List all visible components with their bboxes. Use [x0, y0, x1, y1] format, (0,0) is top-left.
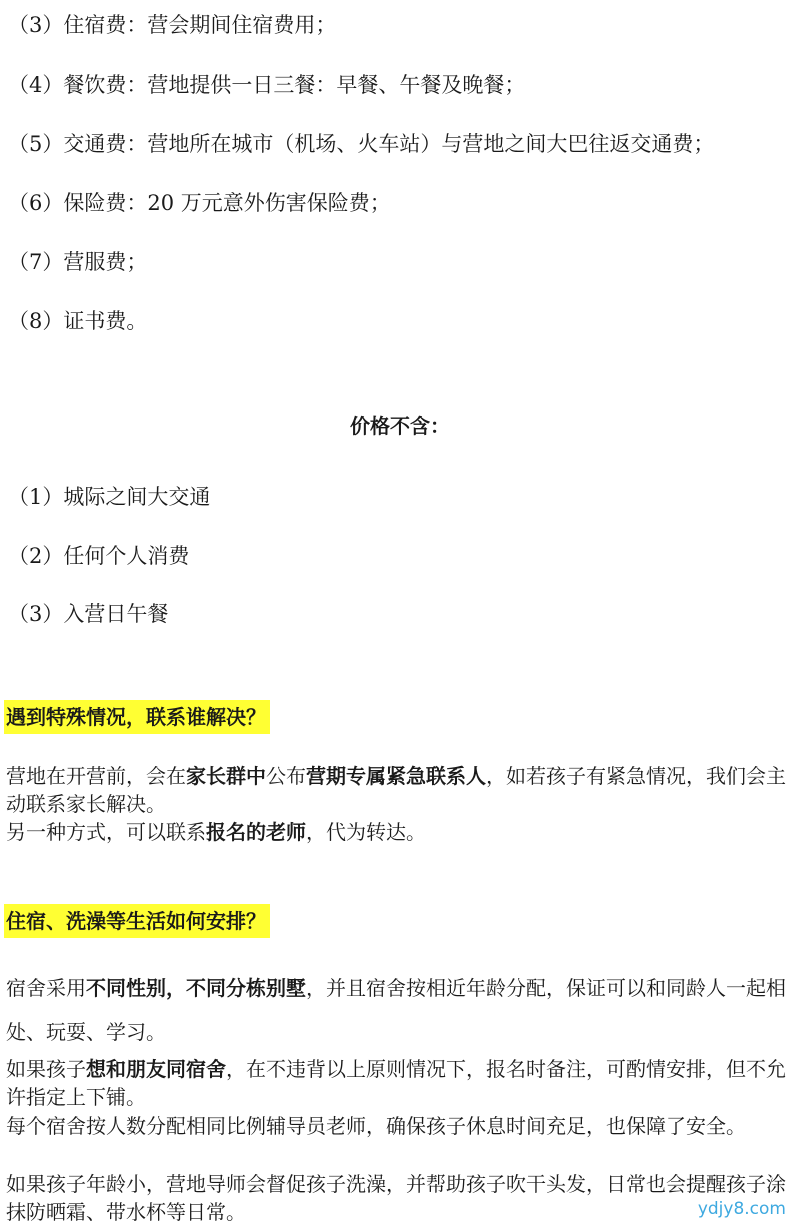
contact-heading: 遇到特殊情况，联系谁解决？ [4, 700, 270, 734]
site-watermark: ydjy8.com [697, 1199, 786, 1219]
contact-paragraph-2: 另一种方式，可以联系报名的老师，代为转达。 [6, 820, 426, 844]
excluded-item-transport: （1）城际之间大交通 [8, 485, 211, 509]
fee-item-insurance: （6）保险费：20 万元意外伤害保险费； [8, 191, 391, 215]
living-paragraph-4: 如果孩子年龄小，营地导师会督促孩子洗澡，并帮助孩子吹干头发，日常也会提醒孩子涂抹防晒霜、带水杯等日常。 [6, 1172, 786, 1224]
contact-paragraph-1: 营地在开营前，会在家长群中公布营期专属紧急联系人，如若孩子有紧急情况，我们会主动联系家长解决。 [6, 764, 786, 816]
fee-item-uniform: （7）营服费； [8, 250, 148, 274]
living-paragraph-1: 宿舍采用不同性别，不同分栋别墅，并且宿舍按相近年龄分配，保证可以和同龄人一起相处、玩耍、学习。 [6, 976, 786, 1044]
excluded-item-personal: （2）任何个人消费 [8, 544, 190, 568]
living-paragraph-3: 每个宿舍按人数分配相同比例辅导员老师，确保孩子休息时间充足，也保障了安全。 [6, 1114, 746, 1138]
excluded-item-lunch: （3）入营日午餐 [8, 602, 169, 626]
fee-item-certificate: （8）证书费。 [8, 309, 148, 333]
living-paragraph-2: 如果孩子想和朋友同宿舍，在不违背以上原则情况下，报名时备注，可酌情安排，但不允许指定上下铺。 [6, 1057, 786, 1109]
fee-item-accommodation: （3）住宿费：营会期间住宿费用； [8, 13, 337, 37]
fee-item-meals: （4）餐饮费：营地提供一日三餐：早餐、午餐及晚餐； [8, 73, 526, 97]
fee-item-transport: （5）交通费：营地所在城市（机场、火车站）与营地之间大巴往返交通费； [8, 132, 715, 156]
living-heading: 住宿、洗澡等生活如何安排？ [4, 904, 270, 938]
excluded-title: 价格不含： [350, 414, 450, 438]
